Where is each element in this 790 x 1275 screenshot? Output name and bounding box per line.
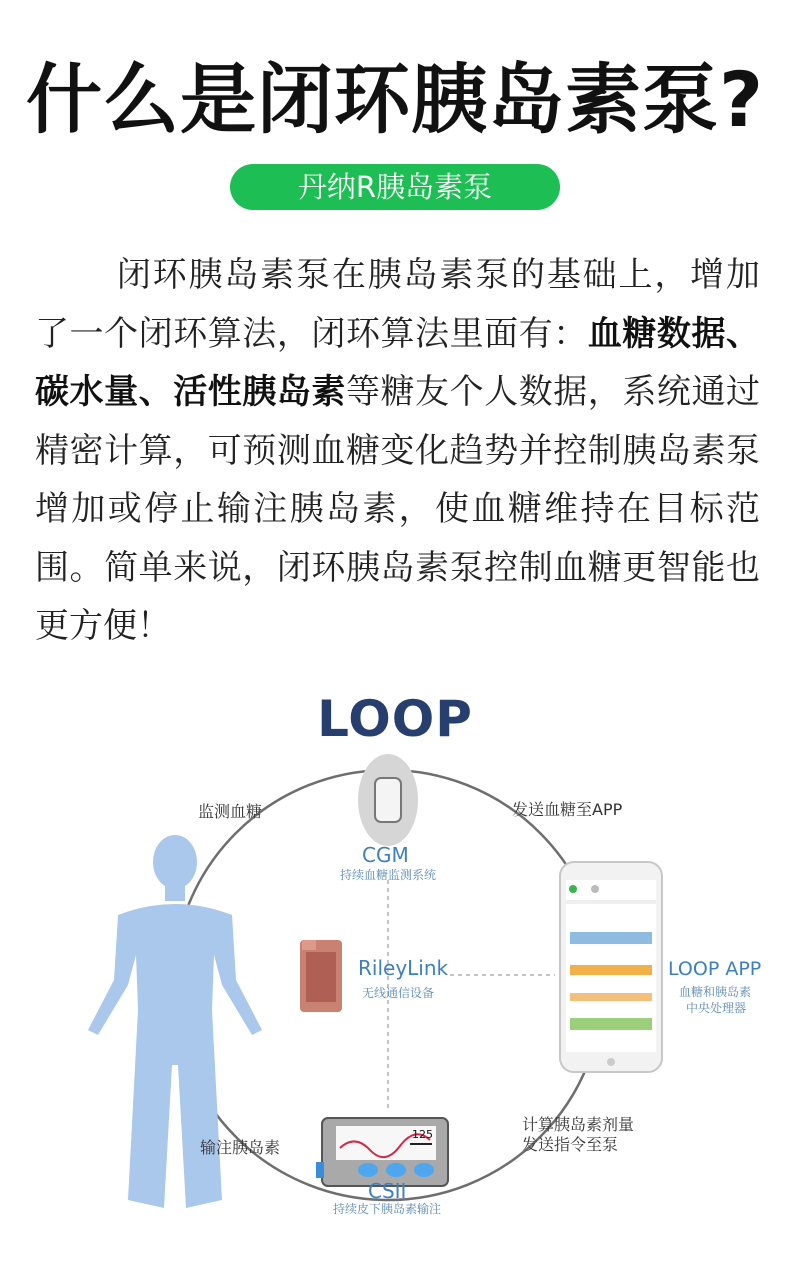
label-send-to-pump: 发送指令至泵	[522, 1135, 619, 1154]
pump-reading: 125	[412, 1128, 433, 1141]
cgm-name: CGM	[362, 843, 409, 867]
loop-app-name: LOOP APP	[668, 958, 762, 980]
label-send-glucose-app: 发送血糖至APP	[512, 800, 623, 819]
page-title: 什么是闭环胰岛素泵?	[25, 55, 765, 144]
csii-desc: 持续皮下胰岛素输注	[333, 1202, 442, 1216]
intro-text-2: 等糖友个人数据，系统通过精密计算，可预测血糖变化趋势并控制胰岛素泵增加或停止输注胰岛素，使血糖维持在目标范围。简单来说，闭环胰岛素泵控制血糖更智能也更方便！	[35, 372, 761, 646]
rileylink-desc: 无线通信设备	[362, 986, 435, 1000]
brand-badge: 丹纳R胰岛素泵	[230, 164, 560, 210]
rileylink-device-icon	[300, 940, 342, 1012]
loop-app-phone-icon	[560, 862, 662, 1072]
loop-app-desc-2: 中央处理器	[686, 1001, 747, 1015]
label-calc-dose: 计算胰岛素剂量	[522, 1115, 635, 1134]
rileylink-name: RileyLink	[358, 956, 449, 980]
loop-title: LOOP	[317, 690, 473, 748]
label-monitor-glucose: 监测血糖	[198, 802, 263, 821]
intro-text-1: 闭环胰岛素泵在胰岛素泵的基础上，增加了一个闭环算法，闭环算法里面有：	[35, 255, 760, 354]
label-infuse-insulin: 输注胰岛素	[200, 1138, 281, 1157]
loop-app-desc-1: 血糖和胰岛素	[679, 985, 752, 999]
csii-name: CSII	[368, 1179, 407, 1203]
cgm-desc: 持续血糖监测系统	[340, 868, 437, 882]
cgm-sensor-icon	[358, 754, 418, 846]
intro-paragraph	[35, 246, 760, 656]
intro-bold-text: 血糖数据、碳水量、活性胰岛素	[35, 313, 761, 412]
